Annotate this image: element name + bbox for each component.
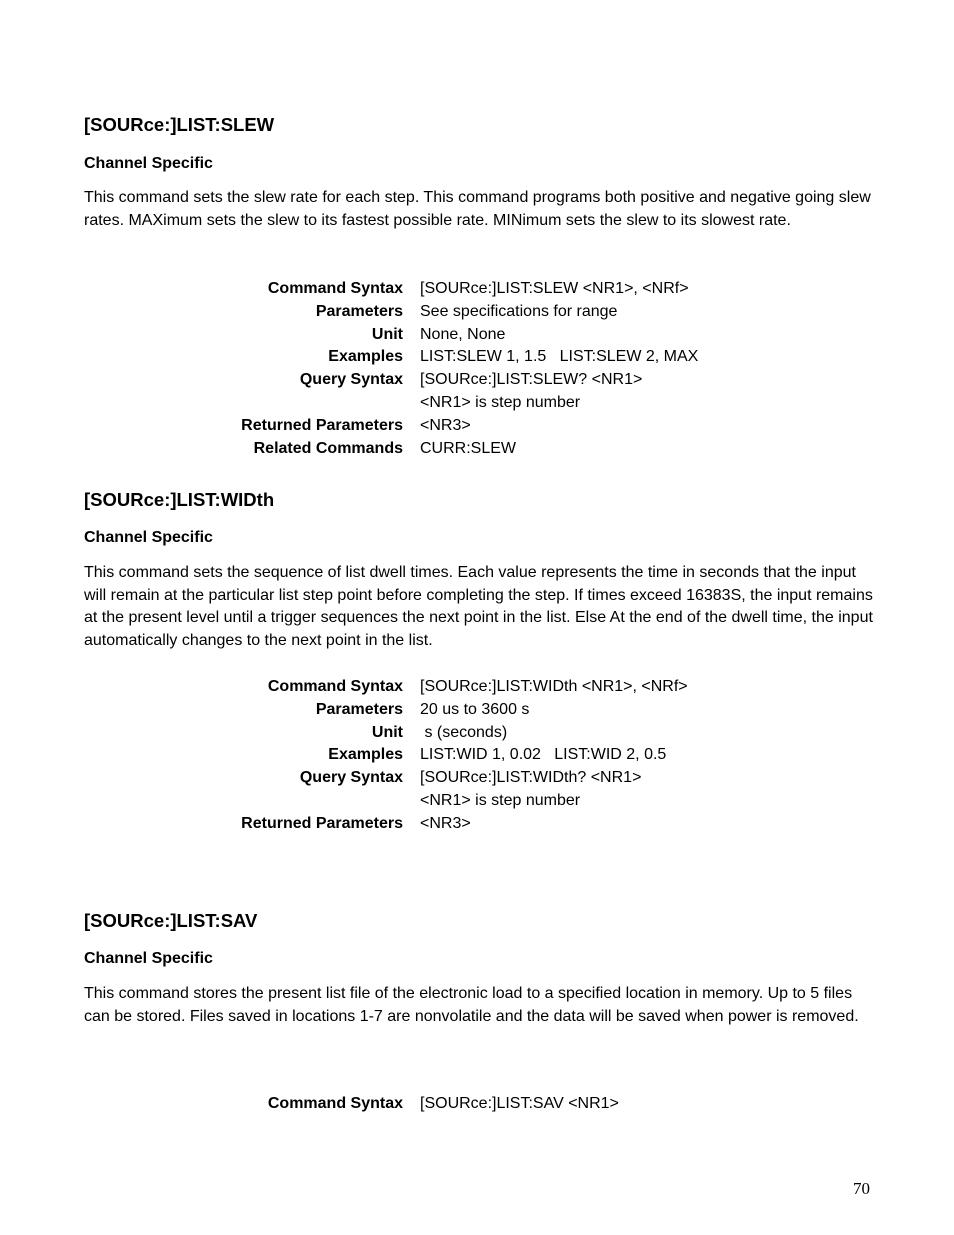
- spec-value: <NR1> is step number: [420, 791, 581, 809]
- spec-value: <NR1> is step number: [420, 393, 581, 411]
- command-spec-table: [84, 1093, 874, 1116]
- command-spec-table: [84, 676, 874, 836]
- spec-label: Command Syntax: [267, 280, 403, 297]
- section-heading-list-sav: [SOURce:]LIST:SAV: [84, 910, 258, 931]
- description-paragraph: This command stores the present list file of the electronic load to a specified location in memory. Up to 5 files can be stored. Files saved in locations 1-7 are nonvolatile and the data will be saved when power is removed.: [84, 985, 859, 1025]
- spec-value: [SOURce:]LIST:SLEW? <NR1>: [420, 371, 643, 389]
- spec-label: Examples: [328, 348, 403, 366]
- spec-value: CURR:SLEW: [420, 439, 517, 457]
- spec-row: [84, 278, 874, 301]
- spec-row: [84, 346, 874, 369]
- channel-specific-label: Channel Specific: [84, 529, 213, 546]
- page-number: 70: [853, 1179, 870, 1198]
- spec-row: [84, 1093, 874, 1116]
- channel-specific-label: Channel Specific: [84, 155, 213, 172]
- spec-value: [SOURce:]LIST:SAV <NR1>: [420, 1095, 619, 1112]
- spec-value: <NR3>: [420, 814, 471, 832]
- spec-value: [SOURce:]LIST:SLEW <NR1>, <NRf>: [420, 280, 689, 297]
- spec-row: [84, 301, 874, 324]
- description-paragraph: This command sets the slew rate for each step. This command programs both positive and negative going slew rates. MAXimum sets the slew to its fastest possible rate. MINimum sets the slew to its slowest rate.: [84, 189, 871, 229]
- spec-row: [84, 790, 874, 813]
- spec-label: Examples: [328, 746, 403, 764]
- spec-label: Returned Parameters: [241, 416, 403, 434]
- command-spec-table: [84, 278, 874, 460]
- spec-row: [84, 369, 874, 392]
- spec-label: Returned Parameters: [241, 814, 403, 832]
- spec-row: [84, 392, 874, 415]
- spec-value: <NR3>: [420, 416, 471, 434]
- spec-row: [84, 813, 874, 836]
- spec-row: [84, 676, 874, 699]
- spec-value: s (seconds): [420, 723, 508, 741]
- section-heading-list-width: [SOURce:]LIST:WIDth: [84, 489, 275, 510]
- spec-row: [84, 699, 874, 722]
- spec-label: Unit: [371, 325, 403, 343]
- spec-value: [SOURce:]LIST:WIDth <NR1>, <NRf>: [420, 678, 688, 695]
- spec-value: See specifications for range: [420, 302, 618, 320]
- section-heading-list-slew: [SOURce:]LIST:SLEW: [84, 114, 275, 135]
- spec-row: [84, 722, 874, 745]
- description-paragraph: This command sets the sequence of list dwell times. Each value represents the time in seconds that the input will remain at the particular list step point before completing the step. If times exceed 16383S, the input remains at the present level until a trigger sequences the next point in the list. Else At the end of the dwell time, the input automatically changes to the next point in the list.: [84, 564, 873, 649]
- spec-label: Related Commands: [253, 439, 403, 457]
- spec-label: Query Syntax: [299, 769, 403, 787]
- spec-value: None, None: [420, 325, 506, 343]
- spec-row: [84, 744, 874, 767]
- spec-value: 20 us to 3600 s: [420, 700, 530, 718]
- spec-row: [84, 767, 874, 790]
- spec-label: [84, 790, 403, 813]
- spec-row: [84, 415, 874, 438]
- spec-row: [84, 438, 874, 461]
- spec-row: [84, 324, 874, 347]
- spec-label: Command Syntax: [267, 678, 403, 695]
- spec-label: Unit: [371, 723, 403, 741]
- spec-label: Parameters: [315, 700, 403, 718]
- spec-value: [SOURce:]LIST:WIDth? <NR1>: [420, 769, 642, 787]
- spec-label: Query Syntax: [299, 371, 403, 389]
- spec-value: LIST:WID 1, 0.02 LIST:WID 2, 0.5: [420, 746, 667, 764]
- spec-label: Parameters: [315, 302, 403, 320]
- spec-label: Command Syntax: [267, 1095, 403, 1112]
- spec-value: LIST:SLEW 1, 1.5 LIST:SLEW 2, MAX: [420, 348, 699, 366]
- channel-specific-label: Channel Specific: [84, 950, 213, 967]
- spec-label: [84, 392, 403, 415]
